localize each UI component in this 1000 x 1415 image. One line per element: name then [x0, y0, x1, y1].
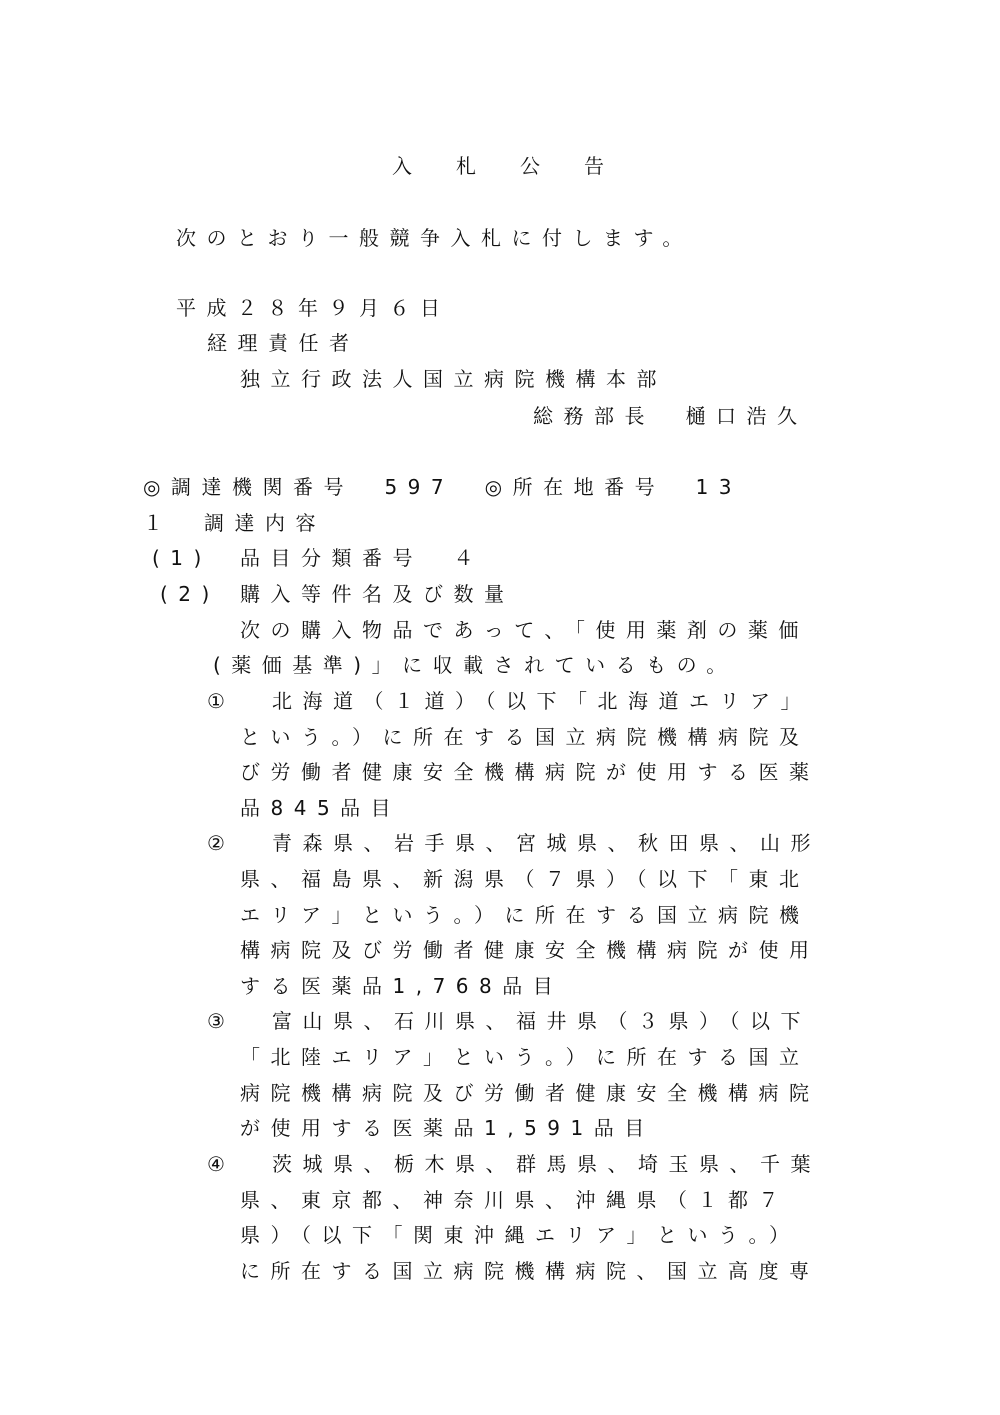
area2-line1: 青森県、岩手県、宮城県、秋田県、山形: [272, 831, 821, 855]
item2-label: (2): [160, 582, 220, 606]
area4-line2: 県、東京都、神奈川県、沖縄県（１都７: [240, 1188, 789, 1212]
area4-line1: 茨城県、栃木県、群馬県、埼玉県、千葉: [272, 1152, 821, 1176]
agency-number-line: ◎調達機関番号 597 ◎所在地番号 13: [143, 475, 743, 499]
area1-line2: という。）に所在する国立病院機構病院及: [240, 725, 810, 749]
area3-marker: ③: [207, 1009, 236, 1033]
area2-marker: ②: [207, 831, 236, 855]
area1-line3: び労働者健康安全機構病院が使用する医薬: [240, 760, 820, 784]
section1-heading: １ 調達内容: [143, 511, 326, 535]
area3-line3: 病院機構病院及び労働者健康安全機構病院: [240, 1081, 820, 1105]
area3-line1: 富山県、石川県、福井県（３県）（以下: [272, 1009, 811, 1033]
area2-line3: エリア」という。）に所在する国立病院機: [240, 903, 810, 927]
area3-line2: 「北陸エリア」という。）に所在する国立: [240, 1045, 810, 1069]
area1-line4: 品845品目: [240, 796, 402, 820]
intro-text: 次のとおり一般競争入札に付します。: [176, 226, 693, 250]
area4-marker: ④: [207, 1152, 236, 1176]
issuer-name: 総務部長 樋口浩久: [533, 404, 808, 428]
issuer-role: 経理責任者: [207, 331, 360, 355]
area2-line2: 県、福島県、新潟県（７県）（以下「東北: [240, 867, 810, 891]
area2-line5: する医薬品1,768品目: [240, 974, 564, 998]
area2-line4: 構病院及び労働者健康安全機構病院が使用: [240, 938, 820, 962]
item2-description-line1: 次の購入物品であって、「使用薬剤の薬価: [240, 618, 809, 642]
area1-marker: ①: [207, 689, 236, 713]
item1-label: (1): [152, 546, 212, 570]
area4-line3: 県）（以下「関東沖縄エリア」という。）: [240, 1223, 800, 1247]
area3-line4: が使用する医薬品1,591品目: [240, 1116, 655, 1140]
issuer-organization: 独立行政法人国立病院機構本部: [240, 367, 667, 391]
page-title: 入札公告: [392, 154, 648, 178]
item2-description-line2: (薬価基準)」に収載されているもの。: [213, 653, 737, 677]
item2-text: 購入等件名及び数量: [240, 582, 515, 606]
notice-date: 平成２８年９月６日: [176, 296, 451, 320]
area4-line4: に所在する国立病院機構病院、国立高度専: [240, 1259, 820, 1283]
item1-text: 品目分類番号 ４: [240, 546, 484, 570]
area1-line1: 北海道（１道）（以下「北海道エリア」: [272, 689, 811, 713]
